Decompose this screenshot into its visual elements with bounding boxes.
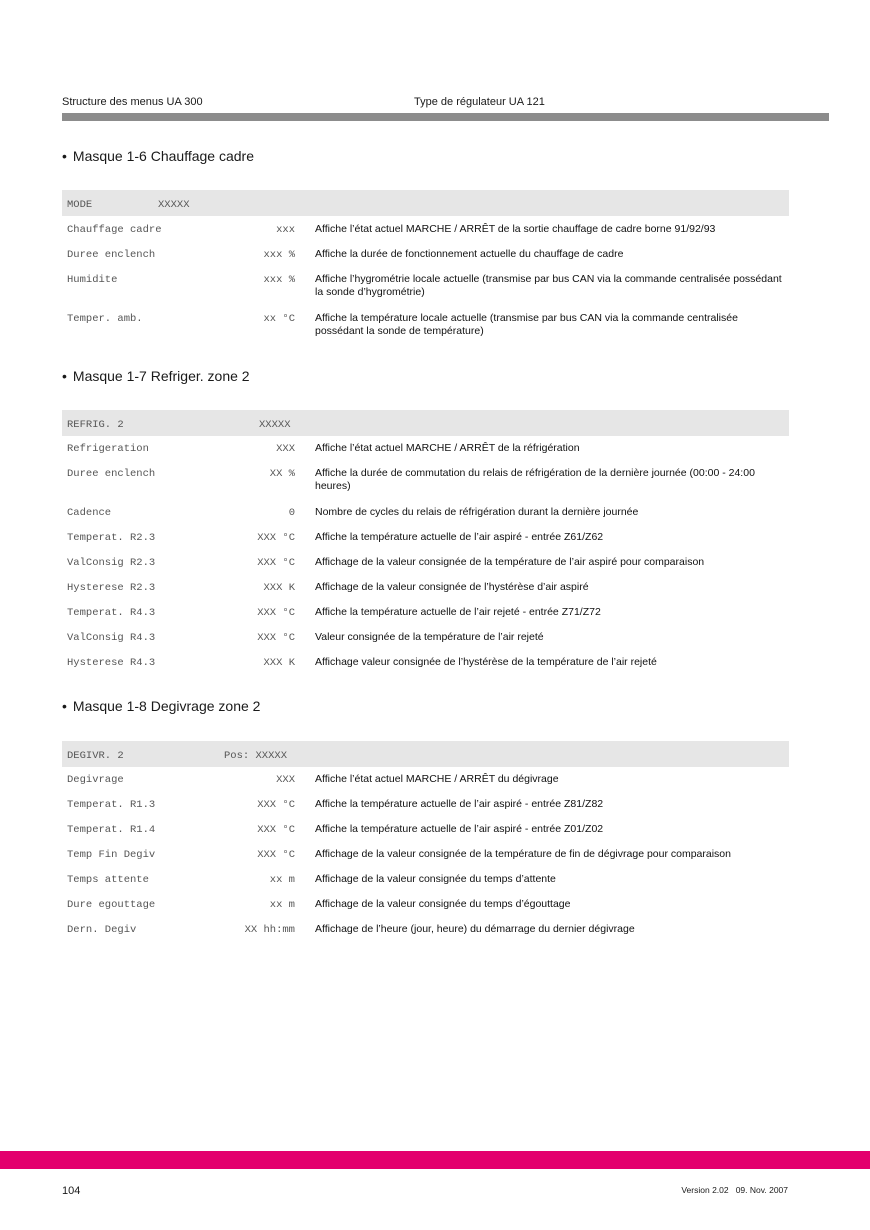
row-value: XXX bbox=[276, 443, 295, 455]
row-description: Valeur consignée de la température de l’air rejeté bbox=[315, 631, 544, 643]
row-value: XXX °C bbox=[257, 607, 295, 619]
header-center: Type de régulateur UA 121 bbox=[414, 96, 545, 108]
row-description: Affiche la durée de commutation du relais de réfrigération de la dernière journée (00:00 - 24:00 heures) bbox=[315, 467, 755, 492]
row-description: Affiche la température actuelle de l’air rejeté - entrée Z71/Z72 bbox=[315, 606, 601, 618]
row-value: xx m bbox=[269, 874, 295, 886]
section-title: • Masque 1-8 Degivrage zone 2 bbox=[62, 698, 261, 714]
row-value: XX hh:mm bbox=[244, 924, 295, 936]
row-label: Temperat. R1.4 bbox=[67, 824, 156, 836]
row-value: XX % bbox=[269, 468, 295, 480]
row-label: Dure egouttage bbox=[67, 899, 156, 911]
row-label: Hysterese R4.3 bbox=[67, 657, 156, 669]
section-title: • Masque 1-7 Refriger. zone 2 bbox=[62, 368, 250, 384]
row-value: xxx bbox=[276, 224, 295, 236]
row-label: Cadence bbox=[67, 507, 112, 519]
row-value: XXX °C bbox=[257, 557, 295, 569]
row-label: Temper. amb. bbox=[67, 313, 143, 325]
row-label: Chauffage cadre bbox=[67, 224, 162, 236]
row-value: XXX °C bbox=[257, 632, 295, 644]
row-value: XXX °C bbox=[257, 824, 295, 836]
row-label: Temp Fin Degiv bbox=[67, 849, 156, 861]
row-value: XXX °C bbox=[257, 799, 295, 811]
row-label: Duree enclench bbox=[67, 468, 156, 480]
row-value: xxx % bbox=[263, 249, 295, 261]
row-description: Nombre de cycles du relais de réfrigération durant la dernière journée bbox=[315, 506, 639, 518]
row-value: XXX °C bbox=[257, 849, 295, 861]
band-left-label: DEGIVR. 2 bbox=[67, 750, 124, 762]
row-description: Affiche la température actuelle de l’air aspiré - entrée Z01/Z02 bbox=[315, 823, 604, 835]
row-label: Refrigeration bbox=[67, 443, 149, 455]
band-right-label: XXXXX bbox=[158, 199, 190, 211]
row-description: Affiche la température locale actuelle (transmise par bus CAN via la commande centralisée possédant la sonde de température) bbox=[315, 312, 738, 337]
row-label: Degivrage bbox=[67, 774, 124, 786]
row-description: Affiche l’état actuel MARCHE / ARRÊT du dégivrage bbox=[315, 773, 559, 785]
row-value: XXX °C bbox=[257, 532, 295, 544]
band-right-label: XXXXX bbox=[259, 419, 291, 431]
row-label: Humidite bbox=[67, 274, 118, 286]
row-value: xx °C bbox=[263, 313, 295, 325]
band-right-label: Pos: XXXXX bbox=[224, 750, 288, 762]
row-description: Affiche l’état actuel MARCHE / ARRÊT de la réfrigération bbox=[315, 442, 580, 454]
section-title: • Masque 1-6 Chauffage cadre bbox=[62, 148, 254, 164]
row-description: Affiche la température actuelle de l’air aspiré - entrée Z61/Z62 bbox=[315, 531, 604, 543]
row-label: Temperat. R2.3 bbox=[67, 532, 156, 544]
footer-bar bbox=[0, 1151, 870, 1169]
row-value: XXX K bbox=[263, 657, 295, 669]
row-description: Affichage de la valeur consignée du temps d’égouttage bbox=[315, 898, 571, 910]
row-value: XXX bbox=[276, 774, 295, 786]
row-description: Affiche l’hygrométrie locale actuelle (transmise par bus CAN via la commande centralisée possédant la sonde d’hygrométrie) bbox=[315, 273, 782, 298]
row-description: Affichage valeur consignée de l’hystérèse de la température de l’air rejeté bbox=[315, 656, 657, 668]
row-label: Dern. Degiv bbox=[67, 924, 137, 936]
header-left: Structure des menus UA 300 bbox=[62, 96, 203, 108]
row-value: xx m bbox=[269, 899, 295, 911]
page-number: 104 bbox=[62, 1185, 81, 1197]
row-description: Affichage de la valeur consignée de l’hystérèse d’air aspiré bbox=[315, 581, 589, 593]
header-divider bbox=[62, 113, 829, 121]
row-value: 0 bbox=[288, 507, 295, 519]
row-value: xxx % bbox=[263, 274, 295, 286]
row-description: Affichage de la valeur consignée du temps d’attente bbox=[315, 873, 556, 885]
row-label: ValConsig R4.3 bbox=[67, 632, 156, 644]
band-left-label: MODE bbox=[67, 199, 93, 211]
row-description: Affiche la durée de fonctionnement actuelle du chauffage de cadre bbox=[315, 248, 624, 260]
row-label: Temps attente bbox=[67, 874, 149, 886]
section-band bbox=[62, 741, 789, 767]
row-value: XXX K bbox=[263, 582, 295, 594]
section-band bbox=[62, 410, 789, 436]
row-description: Affichage de l’heure (jour, heure) du démarrage du dernier dégivrage bbox=[315, 923, 635, 935]
row-description: Affiche l’état actuel MARCHE / ARRÊT de la sortie chauffage de cadre borne 91/92/93 bbox=[315, 223, 716, 235]
section-band bbox=[62, 190, 789, 216]
row-description: Affichage de la valeur consignée de la température de l’air aspiré pour comparaison bbox=[315, 556, 705, 568]
row-description: Affiche la température actuelle de l’air aspiré - entrée Z81/Z82 bbox=[315, 798, 604, 810]
row-label: Temperat. R4.3 bbox=[67, 607, 156, 619]
version-label: Version 2.02 09. Nov. 2007 bbox=[681, 1185, 788, 1195]
band-left-label: REFRIG. 2 bbox=[67, 419, 124, 431]
row-label: Hysterese R2.3 bbox=[67, 582, 156, 594]
row-description: Affichage de la valeur consignée de la température de fin de dégivrage pour comparaison bbox=[315, 848, 731, 860]
row-label: Temperat. R1.3 bbox=[67, 799, 156, 811]
row-label: Duree enclench bbox=[67, 249, 156, 261]
row-label: ValConsig R2.3 bbox=[67, 557, 156, 569]
